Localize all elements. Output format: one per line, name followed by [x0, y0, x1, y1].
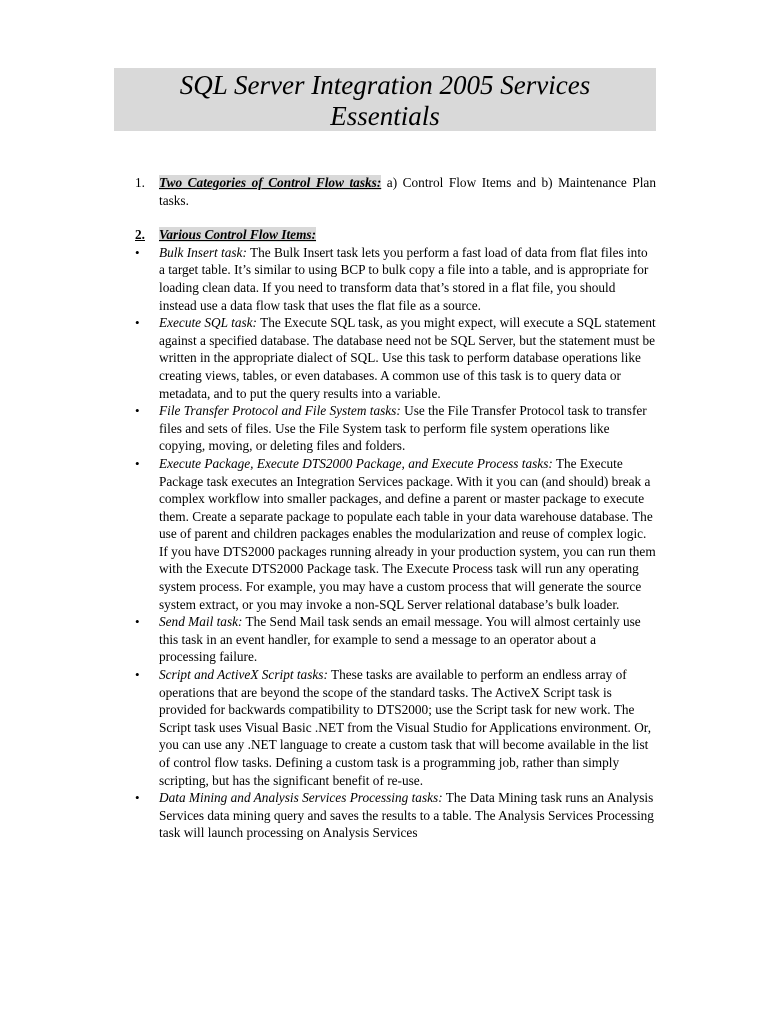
item-text: [159, 174, 656, 209]
item-number: 2.: [135, 227, 145, 243]
task-term: Script and ActiveX Script tasks:: [159, 667, 328, 683]
bullet-marker: •: [135, 315, 140, 331]
bullet-marker: •: [135, 244, 140, 260]
bullet-marker: •: [135, 614, 140, 630]
item-body: a) Control Flow Items and b) Maintenance Plan tasks.: [159, 175, 656, 208]
task-description: The Send Mail task sends an email message. You will almost certainly use this task in an event handler, for example to send a message to an operator about a processing failure.: [159, 614, 641, 665]
task-description: Use the File Transfer Protocol task to transfer files and sets of files. Use the File System task to perform file system operations like copying, moving, or deleting files and folders.: [159, 403, 647, 454]
bullet-marker: •: [135, 455, 140, 471]
task-description: The Execute SQL task, as you might expect, will execute a SQL statement against a specified database. The database need not be SQL Server, but the statement must be written in the appropriate dialect of SQL. Use this task to perform database operations like creating views, tables, or even databases. A common use of this task is to query data or metadata, and to put the query results into a variable.: [159, 315, 656, 401]
spacer: [135, 209, 656, 226]
numbered-item-2: [135, 226, 656, 244]
title-banner: [114, 68, 656, 131]
list-item: [135, 402, 656, 455]
task-term: Data Mining and Analysis Services Processing tasks:: [159, 790, 443, 806]
control-flow-items-list: [135, 244, 656, 842]
task-description: The Data Mining task runs an Analysis Services data mining query and saves the results to a table. The Analysis Services Processing task will launch processing on Analysis Services: [159, 790, 654, 841]
task-description: The Bulk Insert task lets you perform a fast load of data from flat files into a target table. It’s similar to using BCP to bulk copy a file into a table, and is appropriate for loading clean data. If you need to transform data that’s stored in a flat file, you should instead use a data flow task that uses the flat file as a source.: [159, 244, 649, 313]
task-term: Bulk Insert task:: [159, 244, 247, 260]
task-term: File Transfer Protocol and File System tasks:: [159, 403, 401, 419]
list-item-text: [159, 402, 656, 455]
item-text: [159, 226, 656, 244]
list-item: [135, 789, 656, 842]
item-heading: Two Categories of Control Flow tasks:: [159, 175, 382, 190]
list-item-text: [159, 314, 656, 402]
list-item: [135, 613, 656, 666]
list-item-text: [159, 455, 656, 613]
document-body: [135, 174, 656, 842]
task-term: Send Mail task:: [159, 614, 243, 630]
task-term: Execute Package, Execute DTS2000 Package, and Execute Process tasks:: [159, 455, 553, 471]
page-title: [114, 68, 656, 132]
task-term: Execute SQL task:: [159, 315, 257, 331]
list-item-text: [159, 666, 656, 789]
numbered-item-1: [135, 174, 656, 209]
list-item-text: [159, 789, 656, 842]
list-item-text: [159, 613, 656, 666]
task-description: These tasks are available to perform an endless array of operations that are beyond the scope of the standard tasks. The ActiveX Script task is provided for backwards compatibility to DTS2000; use the Script task for new work. The Script task uses Visual Basic .NET from the Visual Studio for Applications environment. Or, you can use any .NET language to create a custom task that will become available in the list of control flow tasks. Defining a custom task is a programming job, rather than simply scripting, but has the significant benefit of re-use.: [159, 667, 652, 788]
item-number: 1.: [135, 175, 145, 190]
list-item-text: [159, 244, 656, 314]
task-description: The Execute Package task executes an Integration Services package. With it you can (and should) break a complex workflow into smaller packages, and define a parent or master package to execute them. Create a separate package to populate each table in your data warehouse database. The use of parent and children packages enables the modularization and reuse of complex logic. If you have DTS2000 packages running already in your production system, you can run them with the Execute DTS2000 Package task. The Execute Process task will run any operating system process. For example, you may have a custom process that will generate the source system extract, or you may invoke a non-SQL Server relational database’s bulk loader.: [159, 455, 656, 612]
bullet-marker: •: [135, 403, 140, 419]
list-item: [135, 314, 656, 402]
title-line-2: Essentials: [330, 101, 440, 131]
list-item: [135, 666, 656, 789]
list-item: [135, 244, 656, 314]
title-line-1: SQL Server Integration 2005 Services: [179, 70, 591, 100]
item-heading: Various Control Flow Items:: [159, 227, 317, 243]
bullet-marker: •: [135, 667, 140, 683]
bullet-marker: •: [135, 790, 140, 806]
list-item: [135, 455, 656, 613]
